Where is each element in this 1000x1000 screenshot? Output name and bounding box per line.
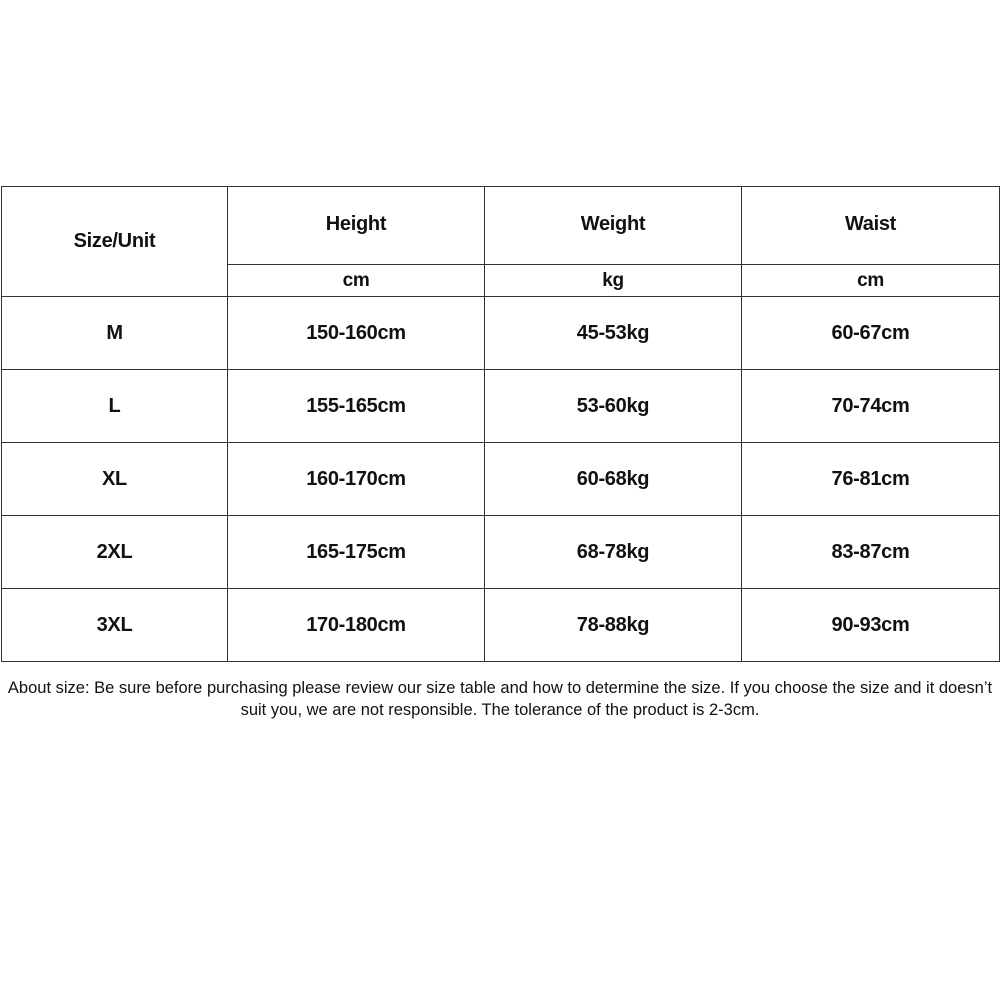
table-row: [2, 516, 1000, 589]
size-cell: M: [2, 297, 228, 370]
size-cell: 3XL: [2, 589, 228, 662]
waist-cell: 90-93cm: [742, 589, 1000, 662]
unit-weight: kg: [485, 265, 742, 297]
table-row: [2, 589, 1000, 662]
size-unit-header: Size/Unit: [2, 187, 228, 297]
weight-cell: 60-68kg: [485, 443, 742, 516]
column-header-height: Height: [228, 187, 485, 265]
weight-cell: 53-60kg: [485, 370, 742, 443]
waist-cell: 76-81cm: [742, 443, 1000, 516]
size-cell: L: [2, 370, 228, 443]
height-cell: 165-175cm: [228, 516, 485, 589]
waist-cell: 70-74cm: [742, 370, 1000, 443]
height-cell: 155-165cm: [228, 370, 485, 443]
waist-cell: 83-87cm: [742, 516, 1000, 589]
height-cell: 150-160cm: [228, 297, 485, 370]
table-header-row: [2, 187, 1000, 265]
unit-waist: cm: [742, 265, 1000, 297]
size-cell: 2XL: [2, 516, 228, 589]
unit-height: cm: [228, 265, 485, 297]
size-cell: XL: [2, 443, 228, 516]
size-chart-table: [1, 186, 1000, 662]
table-row: [2, 297, 1000, 370]
size-note: About size: Be sure before purchasing please review our size table and how to determine the size. If you choose the size and it doesn’t suit you, we are not responsible. The tolerance of the product is 2-3cm.: [7, 679, 993, 719]
column-header-weight: Weight: [485, 187, 742, 265]
table-row: [2, 370, 1000, 443]
height-cell: 170-180cm: [228, 589, 485, 662]
weight-cell: 45-53kg: [485, 297, 742, 370]
table-row: [2, 443, 1000, 516]
column-header-waist: Waist: [742, 187, 1000, 265]
weight-cell: 78-88kg: [485, 589, 742, 662]
height-cell: 160-170cm: [228, 443, 485, 516]
weight-cell: 68-78kg: [485, 516, 742, 589]
waist-cell: 60-67cm: [742, 297, 1000, 370]
